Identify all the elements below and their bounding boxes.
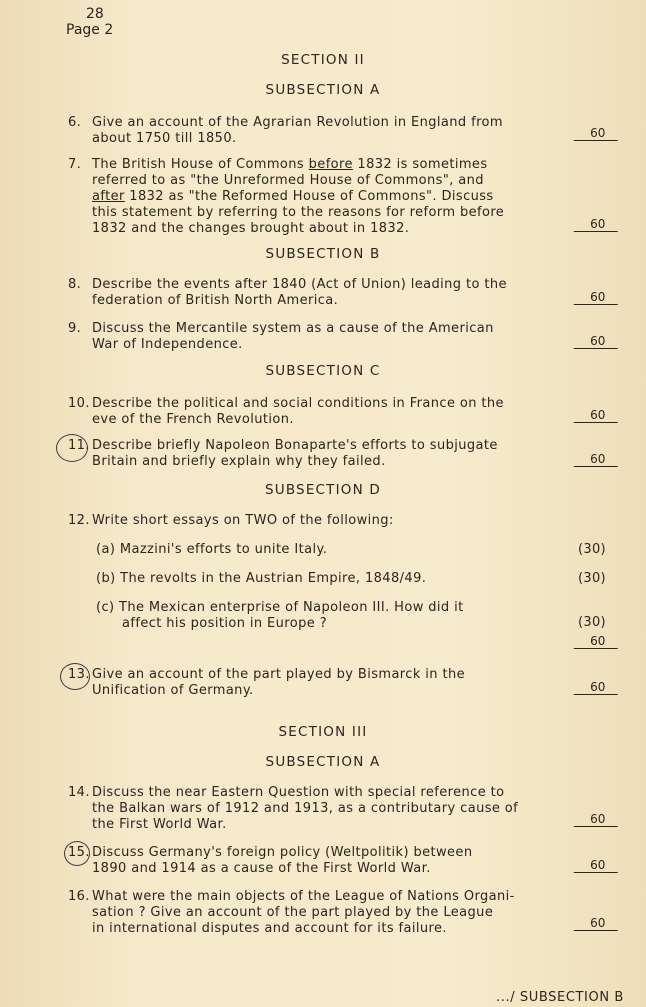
- section-heading: SECTION II: [281, 52, 365, 68]
- mark-box: 60: [574, 916, 623, 931]
- mark-box: 60: [574, 334, 623, 349]
- question-16: 16. What were the main objects of the League of Nations Organi- sation ? Give an account of the part played by the League in international disputes and account for its failure.: [68, 889, 515, 936]
- continuation-note: .../ SUBSECTION B: [496, 990, 624, 1005]
- subsection-heading: SUBSECTION B: [265, 246, 381, 262]
- page-label: Page 2: [66, 22, 114, 38]
- mark-box: 60: [574, 680, 623, 695]
- question-14: 14. Discuss the near Eastern Question with special reference to the Balkan wars of 1912 and 1913, as a contributary cause of the First World War.: [68, 785, 519, 832]
- points: (30): [578, 571, 606, 586]
- mark-box: 60: [574, 217, 623, 232]
- question-11: 11. Describe briefly Napoleon Bonaparte's efforts to subjugate Britain and briefly explain why they failed.: [68, 438, 498, 469]
- section-heading: SECTION III: [278, 724, 368, 740]
- subsection-heading: SUBSECTION D: [264, 482, 382, 498]
- mark-box: 60: [574, 812, 623, 827]
- page-header: [66, 6, 113, 38]
- question-6: 6. Give an account of the Agrarian Revolution in England from about 1750 till 1850.: [68, 115, 503, 146]
- mark-box: 60: [574, 290, 623, 305]
- question-13: 13. Give an account of the part played by Bismarck in the Unification of Germany.: [68, 667, 465, 698]
- mark-box: 60: [574, 408, 623, 423]
- page-number: 28: [86, 6, 104, 22]
- subsection-heading: SUBSECTION C: [265, 363, 381, 379]
- question-12: 12. Write short essays on TWO of the following:: [68, 513, 394, 528]
- mark-box: 60: [574, 126, 623, 141]
- mark-box: 60: [574, 634, 623, 649]
- question-12-part-a: (a) Mazzini's efforts to unite Italy.: [96, 542, 328, 557]
- subsection-heading: SUBSECTION A: [265, 754, 381, 770]
- mark-box: 60: [574, 858, 623, 873]
- points: (30): [578, 615, 606, 630]
- question-10: 10. Describe the political and social conditions in France on the eve of the French Revolution.: [68, 396, 504, 427]
- question-7: 7. The British House of Commons before 1832 is sometimes referred to as "the Unreformed House of Commons", and after 1832 as "the Reformed House of Commons". Discuss this statement by referring to the reasons for reform before 1832 and the changes brought about in 1832.: [68, 157, 505, 236]
- mark-box: 60: [574, 452, 623, 467]
- question-8: 8. Describe the events after 1840 (Act of Union) leading to the federation of British North America.: [68, 277, 507, 308]
- question-12-part-c: (c) The Mexican enterprise of Napoleon III. How did it affect his position in Europe ?: [96, 600, 464, 631]
- question-12-part-b: (b) The revolts in the Austrian Empire, 1848/49.: [96, 571, 427, 586]
- question-15: 15. Discuss Germany's foreign policy (Weltpolitik) between 1890 and 1914 as a cause of the First World War.: [68, 845, 473, 876]
- question-9: 9. Discuss the Mercantile system as a cause of the American War of Independence.: [68, 321, 494, 352]
- subsection-heading: SUBSECTION A: [265, 82, 381, 98]
- points: (30): [578, 542, 606, 557]
